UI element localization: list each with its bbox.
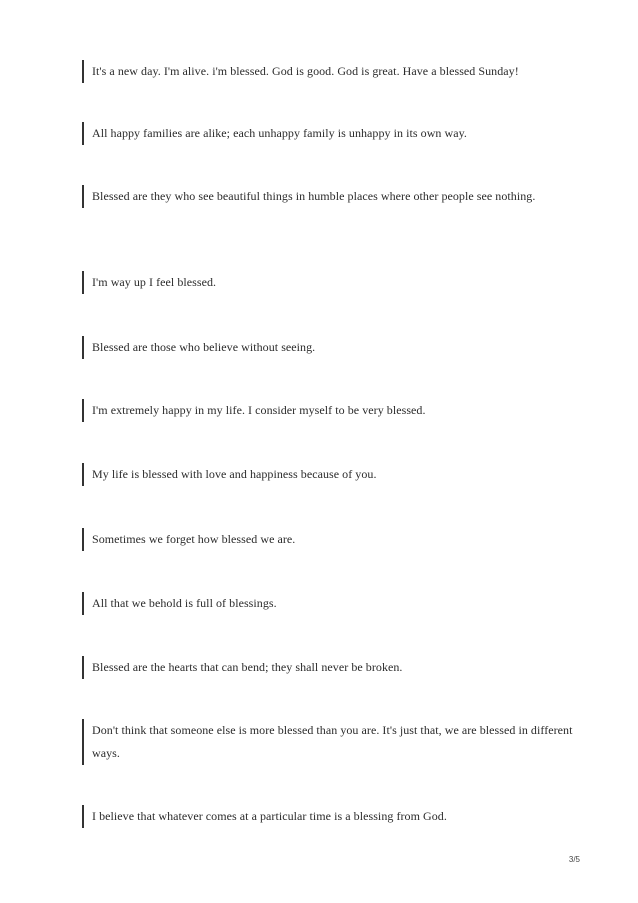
quote-block [82,463,592,486]
quote-text: I'm extremely happy in my life. I consider myself to be very blessed. [92,403,426,417]
quote-block [82,122,592,145]
quote-text: I believe that whatever comes at a particular time is a blessing from God. [92,809,447,823]
quote-block [82,399,592,422]
page-number: 3/5 [568,855,580,864]
quote-text: Blessed are the hearts that can bend; they shall never be broken. [92,660,403,674]
quote-text: My life is blessed with love and happiness because of you. [92,467,377,481]
quote-text: I'm way up I feel blessed. [92,275,217,289]
quote-block [82,185,592,208]
quote-text: It's a new day. I'm alive. i'm blessed. God is good. God is great. Have a blessed Sunday! [92,64,519,78]
quote-text: Sometimes we forget how blessed we are. [92,532,296,546]
quote-block [82,60,592,83]
quote-text: Blessed are they who see beautiful things in humble places where other people see nothing. [92,189,536,203]
quote-block [82,528,592,551]
quote-block [82,805,592,828]
quote-block [82,719,592,765]
quote-text: All that we behold is full of blessings. [92,596,277,610]
quote-block [82,336,592,359]
quote-text: Blessed are those who believe without seeing. [92,340,316,354]
quote-block [82,592,592,615]
quote-text: All happy families are alike; each unhappy family is unhappy in its own way. [92,126,467,140]
quote-block [82,271,592,294]
quote-text: Don't think that someone else is more blessed than you are. It's just that, we are blessed in different ways. [92,723,573,760]
quote-block [82,656,592,679]
